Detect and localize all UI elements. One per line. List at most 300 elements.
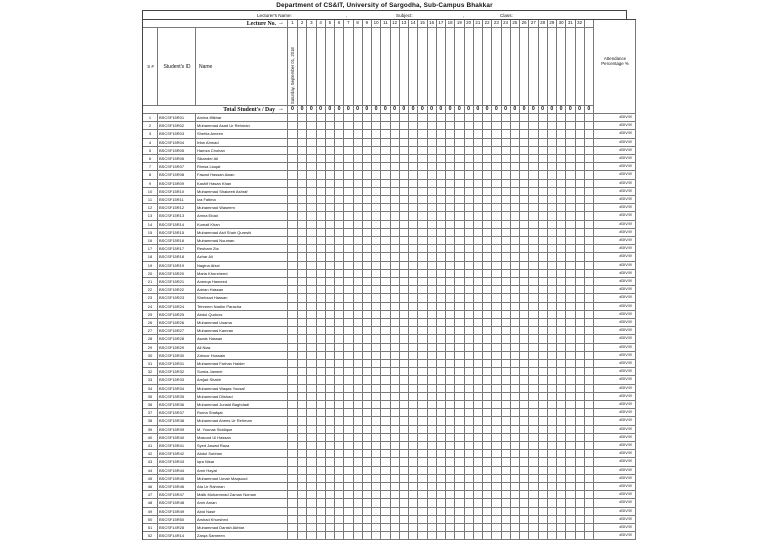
attendance-cell[interactable] — [428, 360, 437, 368]
attendance-cell[interactable] — [428, 401, 437, 409]
attendance-cell[interactable] — [492, 303, 501, 311]
attendance-cell[interactable] — [492, 286, 501, 294]
attendance-cell[interactable] — [354, 221, 363, 229]
attendance-cell[interactable] — [492, 508, 501, 516]
attendance-cell[interactable] — [492, 139, 501, 147]
attendance-cell[interactable] — [363, 458, 372, 466]
attendance-cell[interactable] — [381, 139, 390, 147]
attendance-cell[interactable] — [409, 278, 418, 286]
attendance-cell[interactable] — [576, 417, 585, 425]
attendance-cell[interactable] — [409, 245, 418, 253]
attendance-cell[interactable] — [539, 327, 548, 335]
attendance-cell[interactable] — [326, 344, 335, 352]
attendance-cell[interactable] — [585, 335, 594, 343]
attendance-cell[interactable] — [298, 393, 307, 401]
attendance-cell[interactable] — [372, 409, 381, 417]
attendance-cell[interactable] — [566, 393, 575, 401]
attendance-cell[interactable] — [548, 286, 557, 294]
attendance-cell[interactable] — [363, 360, 372, 368]
attendance-cell[interactable] — [363, 155, 372, 163]
attendance-cell[interactable] — [354, 385, 363, 393]
attendance-cell[interactable] — [363, 516, 372, 524]
attendance-cell[interactable] — [391, 344, 400, 352]
attendance-cell[interactable] — [585, 294, 594, 302]
attendance-cell[interactable] — [529, 475, 538, 483]
attendance-cell[interactable] — [465, 294, 474, 302]
attendance-cell[interactable] — [298, 188, 307, 196]
attendance-cell[interactable] — [483, 130, 492, 138]
attendance-cell[interactable] — [539, 483, 548, 491]
attendance-cell[interactable] — [483, 163, 492, 171]
attendance-cell[interactable] — [409, 303, 418, 311]
attendance-cell[interactable] — [372, 335, 381, 343]
attendance-cell[interactable] — [354, 393, 363, 401]
attendance-cell[interactable] — [326, 229, 335, 237]
attendance-cell[interactable] — [465, 516, 474, 524]
attendance-cell[interactable] — [502, 303, 511, 311]
attendance-cell[interactable] — [381, 491, 390, 499]
attendance-cell[interactable] — [344, 294, 353, 302]
attendance-cell[interactable] — [363, 253, 372, 261]
attendance-cell[interactable] — [529, 221, 538, 229]
attendance-cell[interactable] — [298, 163, 307, 171]
attendance-cell[interactable] — [511, 401, 520, 409]
attendance-cell[interactable] — [585, 442, 594, 450]
attendance-cell[interactable] — [529, 212, 538, 220]
attendance-cell[interactable] — [539, 180, 548, 188]
attendance-cell[interactable] — [307, 401, 316, 409]
attendance-cell[interactable] — [492, 499, 501, 507]
attendance-cell[interactable] — [307, 475, 316, 483]
attendance-cell[interactable] — [326, 532, 335, 540]
attendance-cell[interactable] — [418, 434, 427, 442]
attendance-cell[interactable] — [455, 409, 464, 417]
attendance-cell[interactable] — [307, 196, 316, 204]
attendance-cell[interactable] — [520, 130, 529, 138]
attendance-cell[interactable] — [307, 450, 316, 458]
attendance-cell[interactable] — [335, 229, 344, 237]
attendance-cell[interactable] — [483, 147, 492, 155]
attendance-cell[interactable] — [474, 180, 483, 188]
attendance-cell[interactable] — [326, 245, 335, 253]
attendance-cell[interactable] — [391, 360, 400, 368]
attendance-cell[interactable] — [483, 524, 492, 532]
attendance-cell[interactable] — [288, 155, 298, 163]
attendance-cell[interactable] — [455, 385, 464, 393]
attendance-cell[interactable] — [298, 499, 307, 507]
attendance-cell[interactable] — [455, 360, 464, 368]
attendance-cell[interactable] — [428, 221, 437, 229]
attendance-cell[interactable] — [400, 286, 409, 294]
attendance-cell[interactable] — [539, 286, 548, 294]
attendance-cell[interactable] — [511, 499, 520, 507]
attendance-cell[interactable] — [354, 360, 363, 368]
attendance-cell[interactable] — [548, 516, 557, 524]
attendance-cell[interactable] — [492, 344, 501, 352]
attendance-cell[interactable] — [344, 139, 353, 147]
attendance-cell[interactable] — [326, 483, 335, 491]
attendance-cell[interactable] — [363, 319, 372, 327]
attendance-cell[interactable] — [502, 114, 511, 122]
attendance-cell[interactable] — [363, 270, 372, 278]
attendance-cell[interactable] — [585, 524, 594, 532]
attendance-cell[interactable] — [511, 475, 520, 483]
attendance-cell[interactable] — [492, 434, 501, 442]
attendance-cell[interactable] — [391, 516, 400, 524]
attendance-cell[interactable] — [418, 163, 427, 171]
attendance-cell[interactable] — [317, 508, 326, 516]
attendance-cell[interactable] — [492, 237, 501, 245]
attendance-cell[interactable] — [400, 155, 409, 163]
attendance-cell[interactable] — [465, 237, 474, 245]
attendance-cell[interactable] — [585, 245, 594, 253]
attendance-cell[interactable] — [529, 409, 538, 417]
attendance-cell[interactable] — [520, 508, 529, 516]
attendance-cell[interactable] — [437, 450, 446, 458]
attendance-cell[interactable] — [288, 376, 298, 384]
attendance-cell[interactable] — [576, 376, 585, 384]
attendance-cell[interactable] — [548, 221, 557, 229]
attendance-cell[interactable] — [372, 319, 381, 327]
attendance-cell[interactable] — [354, 188, 363, 196]
attendance-cell[interactable] — [483, 344, 492, 352]
attendance-cell[interactable] — [483, 450, 492, 458]
attendance-cell[interactable] — [335, 114, 344, 122]
attendance-cell[interactable] — [326, 458, 335, 466]
attendance-cell[interactable] — [391, 532, 400, 540]
attendance-cell[interactable] — [288, 221, 298, 229]
attendance-cell[interactable] — [446, 319, 455, 327]
attendance-cell[interactable] — [418, 180, 427, 188]
attendance-cell[interactable] — [492, 188, 501, 196]
attendance-cell[interactable] — [400, 475, 409, 483]
lecture-date-cell[interactable] — [335, 28, 344, 106]
attendance-cell[interactable] — [409, 401, 418, 409]
attendance-cell[interactable] — [298, 114, 307, 122]
attendance-cell[interactable] — [372, 532, 381, 540]
attendance-cell[interactable] — [529, 139, 538, 147]
attendance-cell[interactable] — [520, 122, 529, 130]
attendance-cell[interactable] — [317, 196, 326, 204]
attendance-cell[interactable] — [391, 491, 400, 499]
attendance-cell[interactable] — [539, 499, 548, 507]
attendance-cell[interactable] — [372, 475, 381, 483]
attendance-cell[interactable] — [529, 335, 538, 343]
attendance-cell[interactable] — [446, 335, 455, 343]
attendance-cell[interactable] — [344, 114, 353, 122]
attendance-cell[interactable] — [317, 114, 326, 122]
attendance-cell[interactable] — [520, 229, 529, 237]
attendance-cell[interactable] — [409, 163, 418, 171]
attendance-cell[interactable] — [483, 237, 492, 245]
attendance-cell[interactable] — [418, 212, 427, 220]
attendance-cell[interactable] — [335, 221, 344, 229]
attendance-cell[interactable] — [474, 270, 483, 278]
attendance-cell[interactable] — [548, 212, 557, 220]
attendance-cell[interactable] — [566, 139, 575, 147]
attendance-cell[interactable] — [455, 491, 464, 499]
attendance-cell[interactable] — [372, 245, 381, 253]
attendance-cell[interactable] — [307, 122, 316, 130]
attendance-cell[interactable] — [548, 270, 557, 278]
attendance-cell[interactable] — [539, 311, 548, 319]
attendance-cell[interactable] — [502, 335, 511, 343]
attendance-cell[interactable] — [455, 163, 464, 171]
attendance-cell[interactable] — [307, 253, 316, 261]
lecture-date-cell[interactable] — [317, 28, 326, 106]
attendance-cell[interactable] — [548, 139, 557, 147]
attendance-cell[interactable] — [520, 270, 529, 278]
attendance-cell[interactable] — [465, 278, 474, 286]
attendance-cell[interactable] — [437, 286, 446, 294]
attendance-cell[interactable] — [566, 278, 575, 286]
attendance-cell[interactable] — [511, 327, 520, 335]
attendance-cell[interactable] — [446, 393, 455, 401]
attendance-cell[interactable] — [400, 352, 409, 360]
attendance-cell[interactable] — [307, 278, 316, 286]
attendance-cell[interactable] — [326, 147, 335, 155]
attendance-cell[interactable] — [418, 114, 427, 122]
attendance-cell[interactable] — [511, 204, 520, 212]
attendance-cell[interactable] — [400, 130, 409, 138]
attendance-cell[interactable] — [465, 262, 474, 270]
attendance-cell[interactable] — [539, 409, 548, 417]
attendance-cell[interactable] — [344, 212, 353, 220]
attendance-cell[interactable] — [474, 229, 483, 237]
attendance-cell[interactable] — [465, 344, 474, 352]
attendance-cell[interactable] — [548, 130, 557, 138]
attendance-cell[interactable] — [428, 237, 437, 245]
attendance-cell[interactable] — [288, 385, 298, 393]
attendance-cell[interactable] — [418, 532, 427, 540]
attendance-cell[interactable] — [446, 237, 455, 245]
attendance-cell[interactable] — [548, 147, 557, 155]
attendance-cell[interactable] — [391, 171, 400, 179]
attendance-cell[interactable] — [446, 401, 455, 409]
attendance-cell[interactable] — [391, 311, 400, 319]
attendance-cell[interactable] — [446, 434, 455, 442]
attendance-cell[interactable] — [409, 409, 418, 417]
attendance-cell[interactable] — [455, 450, 464, 458]
attendance-cell[interactable] — [566, 532, 575, 540]
attendance-cell[interactable] — [288, 483, 298, 491]
attendance-cell[interactable] — [335, 450, 344, 458]
attendance-cell[interactable] — [539, 130, 548, 138]
attendance-cell[interactable] — [529, 262, 538, 270]
attendance-cell[interactable] — [307, 491, 316, 499]
attendance-cell[interactable] — [455, 376, 464, 384]
attendance-cell[interactable] — [483, 385, 492, 393]
attendance-cell[interactable] — [520, 114, 529, 122]
attendance-cell[interactable] — [446, 417, 455, 425]
attendance-cell[interactable] — [566, 442, 575, 450]
attendance-cell[interactable] — [483, 180, 492, 188]
attendance-cell[interactable] — [529, 253, 538, 261]
attendance-cell[interactable] — [455, 475, 464, 483]
attendance-cell[interactable] — [566, 499, 575, 507]
attendance-cell[interactable] — [344, 204, 353, 212]
attendance-cell[interactable] — [354, 163, 363, 171]
attendance-cell[interactable] — [428, 475, 437, 483]
attendance-cell[interactable] — [307, 417, 316, 425]
attendance-cell[interactable] — [288, 311, 298, 319]
attendance-cell[interactable] — [437, 303, 446, 311]
attendance-cell[interactable] — [474, 434, 483, 442]
attendance-cell[interactable] — [372, 434, 381, 442]
attendance-cell[interactable] — [372, 270, 381, 278]
attendance-cell[interactable] — [548, 532, 557, 540]
attendance-cell[interactable] — [381, 524, 390, 532]
attendance-cell[interactable] — [539, 426, 548, 434]
attendance-cell[interactable] — [317, 122, 326, 130]
attendance-cell[interactable] — [298, 524, 307, 532]
attendance-cell[interactable] — [317, 376, 326, 384]
attendance-cell[interactable] — [566, 434, 575, 442]
attendance-cell[interactable] — [409, 327, 418, 335]
attendance-cell[interactable] — [511, 221, 520, 229]
attendance-cell[interactable] — [437, 499, 446, 507]
attendance-cell[interactable] — [502, 212, 511, 220]
attendance-cell[interactable] — [317, 327, 326, 335]
attendance-cell[interactable] — [483, 221, 492, 229]
attendance-cell[interactable] — [409, 499, 418, 507]
attendance-cell[interactable] — [492, 458, 501, 466]
attendance-cell[interactable] — [391, 385, 400, 393]
attendance-cell[interactable] — [400, 303, 409, 311]
attendance-cell[interactable] — [400, 270, 409, 278]
attendance-cell[interactable] — [418, 450, 427, 458]
attendance-cell[interactable] — [557, 130, 566, 138]
attendance-cell[interactable] — [455, 344, 464, 352]
attendance-cell[interactable] — [298, 253, 307, 261]
attendance-cell[interactable] — [576, 204, 585, 212]
attendance-cell[interactable] — [428, 303, 437, 311]
attendance-cell[interactable] — [502, 163, 511, 171]
attendance-cell[interactable] — [576, 155, 585, 163]
attendance-cell[interactable] — [455, 237, 464, 245]
attendance-cell[interactable] — [409, 253, 418, 261]
attendance-cell[interactable] — [474, 426, 483, 434]
attendance-cell[interactable] — [335, 286, 344, 294]
attendance-cell[interactable] — [529, 237, 538, 245]
attendance-cell[interactable] — [483, 360, 492, 368]
attendance-cell[interactable] — [520, 434, 529, 442]
attendance-cell[interactable] — [511, 180, 520, 188]
attendance-cell[interactable] — [372, 483, 381, 491]
attendance-cell[interactable] — [307, 180, 316, 188]
attendance-cell[interactable] — [437, 130, 446, 138]
attendance-cell[interactable] — [492, 352, 501, 360]
attendance-cell[interactable] — [298, 196, 307, 204]
attendance-cell[interactable] — [446, 278, 455, 286]
attendance-cell[interactable] — [446, 253, 455, 261]
attendance-cell[interactable] — [354, 245, 363, 253]
attendance-cell[interactable] — [566, 130, 575, 138]
lecture-date-cell[interactable] — [566, 28, 575, 106]
attendance-cell[interactable] — [465, 229, 474, 237]
attendance-cell[interactable] — [465, 467, 474, 475]
attendance-cell[interactable] — [465, 376, 474, 384]
attendance-cell[interactable] — [576, 483, 585, 491]
attendance-cell[interactable] — [335, 532, 344, 540]
attendance-cell[interactable] — [548, 401, 557, 409]
attendance-cell[interactable] — [363, 311, 372, 319]
attendance-cell[interactable] — [576, 368, 585, 376]
attendance-cell[interactable] — [317, 393, 326, 401]
attendance-cell[interactable] — [288, 458, 298, 466]
attendance-cell[interactable] — [465, 196, 474, 204]
attendance-cell[interactable] — [428, 376, 437, 384]
attendance-cell[interactable] — [381, 417, 390, 425]
attendance-cell[interactable] — [344, 163, 353, 171]
attendance-cell[interactable] — [511, 360, 520, 368]
attendance-cell[interactable] — [511, 311, 520, 319]
attendance-cell[interactable] — [298, 221, 307, 229]
attendance-cell[interactable] — [474, 130, 483, 138]
attendance-cell[interactable] — [529, 286, 538, 294]
attendance-cell[interactable] — [474, 344, 483, 352]
attendance-cell[interactable] — [548, 204, 557, 212]
attendance-cell[interactable] — [344, 409, 353, 417]
attendance-cell[interactable] — [381, 229, 390, 237]
attendance-cell[interactable] — [483, 212, 492, 220]
attendance-cell[interactable] — [335, 196, 344, 204]
attendance-cell[interactable] — [566, 245, 575, 253]
attendance-cell[interactable] — [335, 360, 344, 368]
attendance-cell[interactable] — [529, 426, 538, 434]
attendance-cell[interactable] — [474, 253, 483, 261]
attendance-cell[interactable] — [539, 122, 548, 130]
attendance-cell[interactable] — [455, 303, 464, 311]
attendance-cell[interactable] — [326, 171, 335, 179]
attendance-cell[interactable] — [548, 499, 557, 507]
attendance-cell[interactable] — [529, 311, 538, 319]
attendance-cell[interactable] — [539, 147, 548, 155]
attendance-cell[interactable] — [344, 417, 353, 425]
attendance-cell[interactable] — [344, 245, 353, 253]
attendance-cell[interactable] — [317, 253, 326, 261]
attendance-cell[interactable] — [455, 319, 464, 327]
attendance-cell[interactable] — [557, 294, 566, 302]
attendance-cell[interactable] — [354, 139, 363, 147]
attendance-cell[interactable] — [437, 385, 446, 393]
attendance-cell[interactable] — [585, 188, 594, 196]
attendance-cell[interactable] — [363, 171, 372, 179]
attendance-cell[interactable] — [400, 237, 409, 245]
attendance-cell[interactable] — [307, 147, 316, 155]
attendance-cell[interactable] — [465, 180, 474, 188]
attendance-cell[interactable] — [409, 188, 418, 196]
attendance-cell[interactable] — [400, 442, 409, 450]
attendance-cell[interactable] — [335, 442, 344, 450]
attendance-cell[interactable] — [483, 229, 492, 237]
attendance-cell[interactable] — [317, 385, 326, 393]
attendance-cell[interactable] — [446, 303, 455, 311]
attendance-cell[interactable] — [557, 171, 566, 179]
attendance-cell[interactable] — [511, 229, 520, 237]
attendance-cell[interactable] — [372, 467, 381, 475]
attendance-cell[interactable] — [354, 368, 363, 376]
attendance-cell[interactable] — [566, 483, 575, 491]
attendance-cell[interactable] — [548, 114, 557, 122]
attendance-cell[interactable] — [418, 221, 427, 229]
attendance-cell[interactable] — [326, 524, 335, 532]
attendance-cell[interactable] — [483, 508, 492, 516]
attendance-cell[interactable] — [363, 237, 372, 245]
attendance-cell[interactable] — [548, 344, 557, 352]
attendance-cell[interactable] — [307, 368, 316, 376]
attendance-cell[interactable] — [307, 352, 316, 360]
